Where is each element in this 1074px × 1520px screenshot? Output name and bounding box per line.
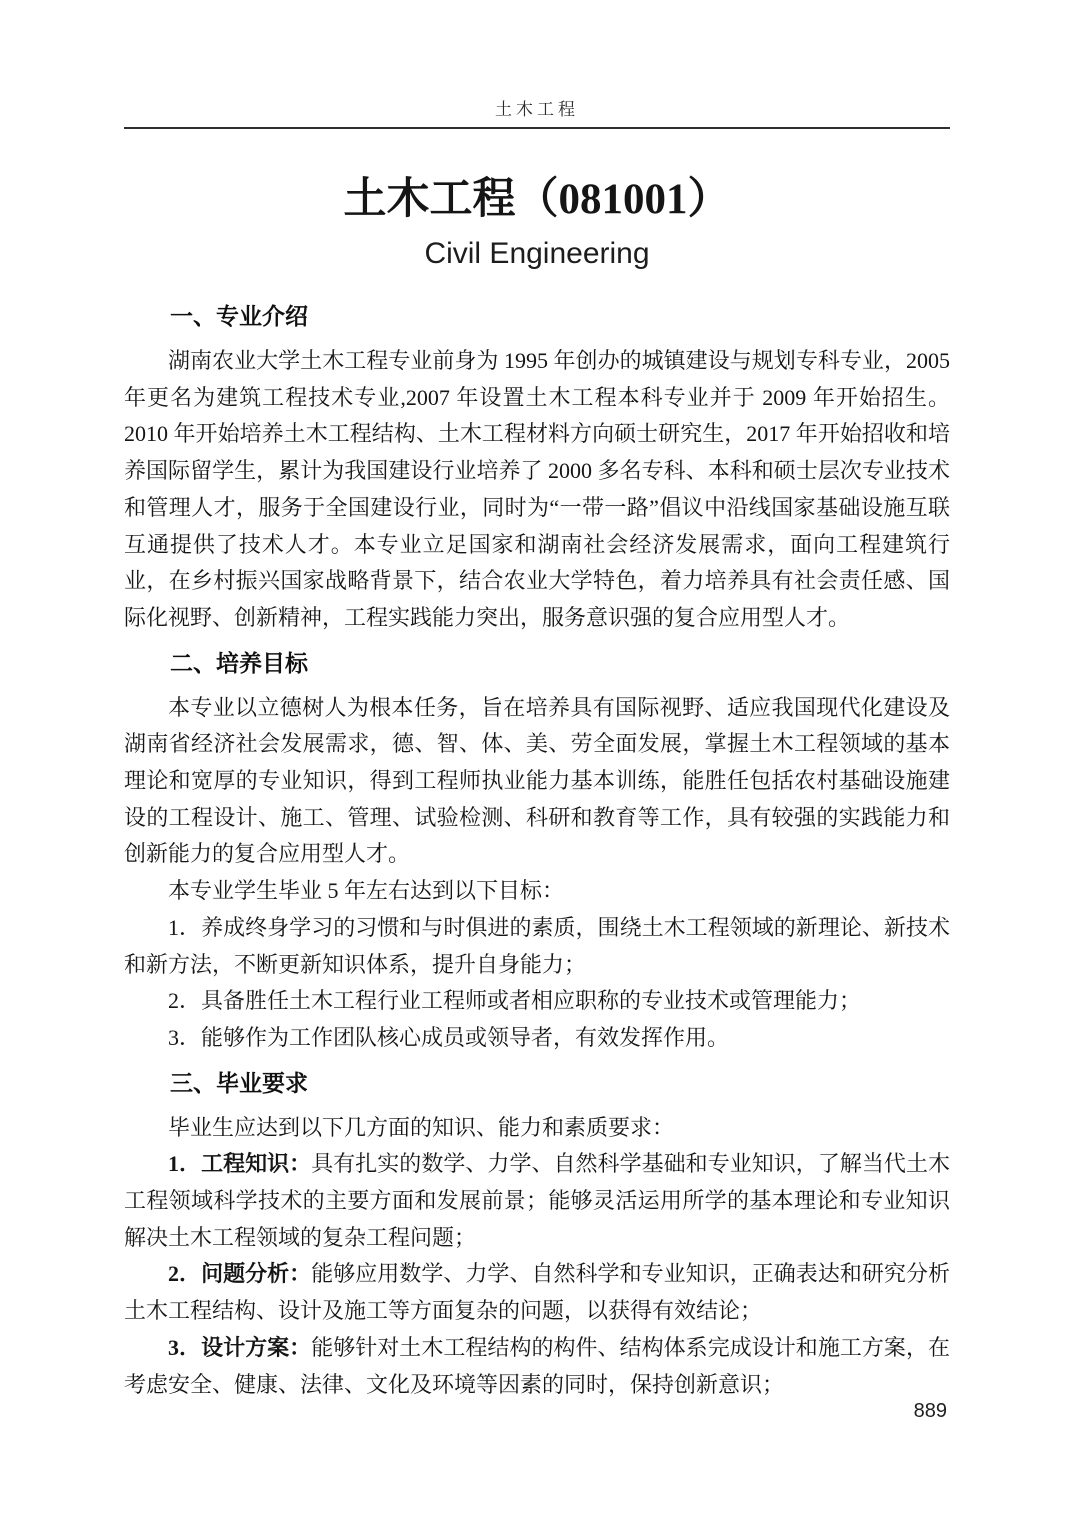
- section-heading-requirements: 三、毕业要求: [170, 1069, 308, 1096]
- list-item-label: 设计方案：: [201, 1334, 312, 1360]
- list-item-number: 1．: [168, 1151, 202, 1177]
- body-paragraph: 本专业学生毕业 5 年左右达到以下目标：: [168, 878, 565, 904]
- list-item-text: 具有扎实的数学、力学、自然科学基础和专业知识，了解当代土木工程领域科学技术的主要方面和发展前景；能够灵活运用所学的基本理论和专业知识解决土木工程领域的复杂工程问题；: [124, 1151, 950, 1250]
- body-paragraph: 本专业以立德树人为根本任务，旨在培养具有国际视野、适应我国现代化建设及湖南省经济社会发展需求，德、智、体、美、劳全面发展，掌握土木工程领域的基本理论和宽厚的专业知识，得到工程师执业能力基本训练，能胜任包括农村基础设施建设的工程设计、施工、管理、试验检测、科研和教育等工作，具有较强的实践能力和创新能力的复合应用型人才。: [124, 694, 950, 867]
- list-item: [124, 1330, 950, 1403]
- list-item: [124, 1020, 950, 1057]
- list-item-text: 能够应用数学、力学、自然科学和专业知识，正确表达和研究分析土木工程结构、设计及施工等方面复杂的问题，以获得有效结论；: [124, 1261, 950, 1324]
- document-body: [124, 298, 950, 1403]
- list-item-number: 2．: [168, 988, 202, 1014]
- list-item: [124, 983, 950, 1020]
- header-rule: [124, 127, 950, 129]
- body-paragraph: 毕业生应达到以下几方面的知识、能力和素质要求：: [168, 1114, 675, 1140]
- section-heading-objectives: 二、培养目标: [170, 649, 308, 676]
- list-item-number: 2．: [168, 1261, 202, 1287]
- list-item-label: 工程知识：: [201, 1151, 312, 1177]
- page-title: 土木工程（081001）: [343, 176, 731, 223]
- list-item: [124, 910, 950, 983]
- running-header: [0, 0, 1074, 120]
- list-item-text: 能够作为工作团队核心成员或领导者，有效发挥作用。: [201, 1024, 730, 1050]
- list-item-text: 具备胜任土木工程行业工程师或者相应职称的专业技术或管理能力；: [201, 988, 862, 1014]
- list-item-text: 养成终身学习的习惯和与时俱进的素质，围绕土木工程领域的新理论、新技术和新方法，不断更新知识体系，提升自身能力；: [124, 914, 950, 977]
- list-item-number: 3．: [168, 1024, 202, 1050]
- section-heading-intro: 一、专业介绍: [170, 303, 308, 329]
- list-item-text: 能够针对土木工程结构的构件、结构体系完成设计和施工方案，在考虑安全、健康、法律、文化及环境等因素的同时，保持创新意识；: [124, 1334, 950, 1397]
- body-paragraph: 湖南农业大学土木工程专业前身为 1995 年创办的城镇建设与规划专科专业，2005 年更名为建筑工程技术专业,2007 年设置土木工程本科专业并于 2009 年开始招生。2010 年开始培养土木工程结构、土木工程材料方向硕士研究生，2017 年开始招收和培养国际留学生，累计为我国建设行业培养了 2000 多名专科、本科和硕士层次专业技术和管理人才，服务于全国建设行业，同时为“一带一路”倡议中沿线国家基础设施互联互通提供了技术人才。本专业立足国家和湖南社会经济发展需求，面向工程建筑行业，在乡村振兴国家战略背景下，结合农业大学特色，着力培养具有社会责任感、国际化视野、创新精神，工程实践能力突出，服务意识强的复合应用型人才。: [124, 348, 950, 630]
- running-title: 土木工程: [495, 100, 579, 119]
- list-item: [124, 1256, 950, 1329]
- page-subtitle: Civil Engineering: [424, 237, 650, 270]
- page-number: 889: [913, 1400, 947, 1422]
- list-item-number: 3．: [168, 1334, 202, 1360]
- list-item-label: 问题分析：: [201, 1261, 312, 1287]
- list-item: [124, 1146, 950, 1256]
- list-item-number: 1．: [168, 914, 202, 940]
